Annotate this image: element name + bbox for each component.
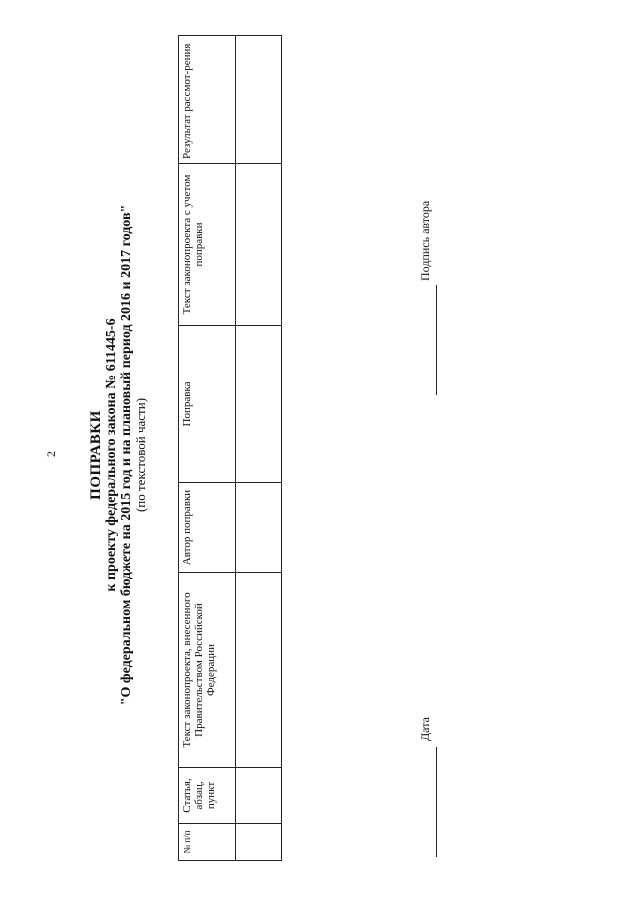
- table-header-row: [179, 36, 236, 861]
- date-label: Дата: [418, 717, 432, 741]
- header-amendment: Поправка: [179, 326, 236, 483]
- header-result: Результат рассмот-рения: [179, 36, 236, 164]
- table-cell[interactable]: [236, 326, 282, 483]
- table-cell[interactable]: [236, 36, 282, 164]
- header-government-text: Текст законопроекта, внесенного Правительством Российской Федерации: [179, 573, 236, 768]
- author-signature-label: Подпись автора: [418, 200, 432, 281]
- document-note: (по текстовой части): [133, 397, 148, 513]
- page-number: 2: [44, 451, 58, 457]
- document-subtitle-line1: к проекту федерального закона № 611445-6: [104, 318, 119, 592]
- header-author: Автор поправки: [179, 483, 236, 573]
- table-cell[interactable]: [236, 164, 282, 326]
- author-signature: [408, 155, 448, 395]
- date-line[interactable]: [436, 747, 437, 857]
- author-signature-line[interactable]: [436, 285, 437, 395]
- header-amended-text: Текст законопроекта с учетом поправки: [179, 164, 236, 326]
- document-subtitle-line2: "О федеральном бюджете на 2015 год и на плановый период 2016 и 2017 годов": [119, 204, 134, 706]
- table-cell[interactable]: [236, 768, 282, 824]
- table-cell[interactable]: [236, 573, 282, 768]
- table-row: [236, 36, 282, 861]
- table-cell[interactable]: [236, 824, 282, 861]
- date-signature: [408, 657, 448, 857]
- document-title: ПОПРАВКИ: [88, 410, 104, 500]
- table-cell[interactable]: [236, 483, 282, 573]
- header-number: № п/п: [179, 824, 236, 861]
- header-article: Статья, абзац, пункт: [179, 768, 236, 824]
- amendments-table: [178, 35, 282, 861]
- title-block: [88, 135, 148, 775]
